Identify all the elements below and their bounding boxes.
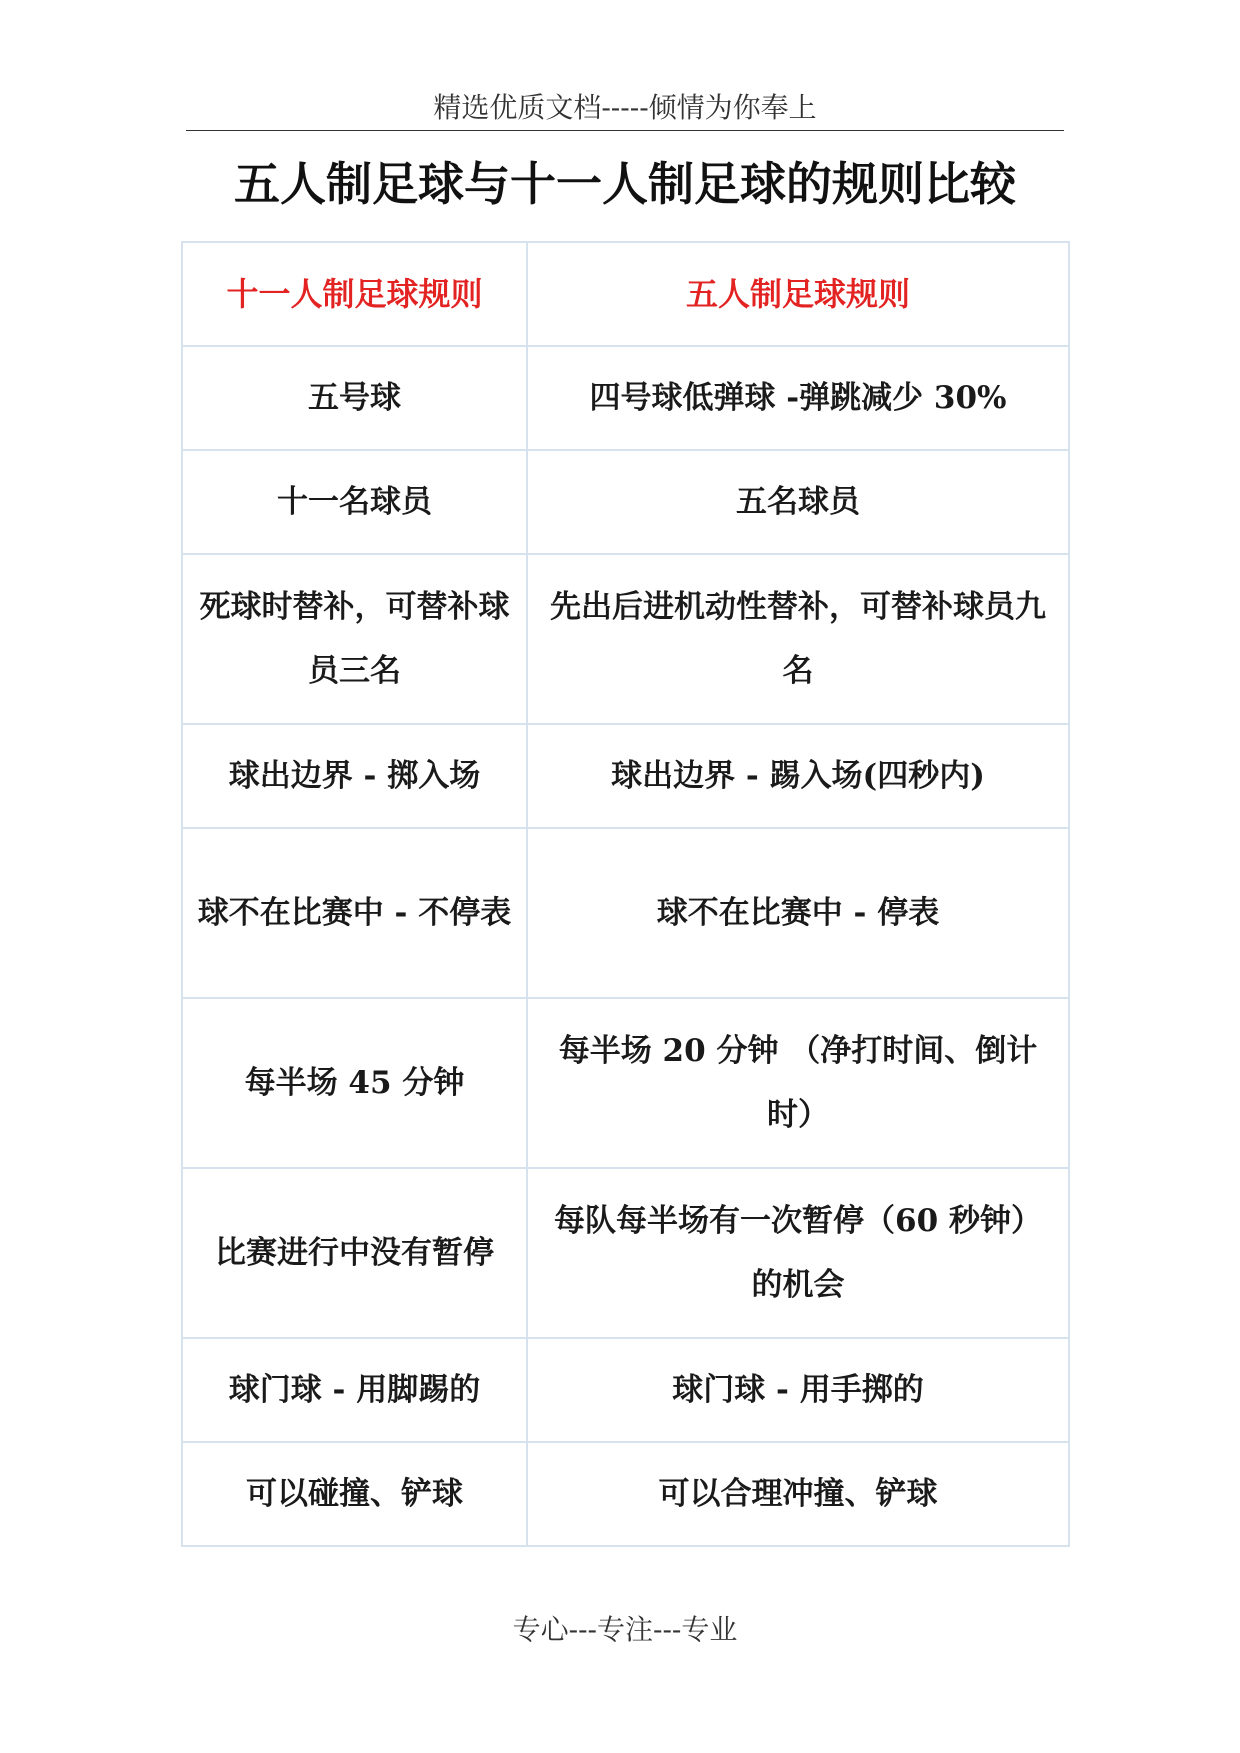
column-header-five: 五人制足球规则 [527, 242, 1069, 346]
table-row [182, 998, 1069, 1168]
cell-eleven: 可以碰撞、铲球 [182, 1442, 527, 1546]
column-header-eleven: 十一人制足球规则 [182, 242, 527, 346]
page-footer: 专心---专注---专业 [512, 1613, 738, 1646]
cell-eleven: 十一名球员 [182, 450, 527, 554]
table-row [182, 1442, 1069, 1546]
cell-five: 每半场 20 分钟 （净打时间、倒计时） [527, 998, 1069, 1168]
cell-five: 四号球低弹球 -弹跳减少 30% [527, 346, 1069, 450]
table-row [182, 828, 1069, 998]
cell-eleven: 每半场 45 分钟 [182, 998, 527, 1168]
cell-five: 先出后进机动性替补，可替补球员九名 [527, 554, 1069, 724]
table-row [182, 1338, 1069, 1442]
cell-five: 每队每半场有一次暂停（60 秒钟）的机会 [527, 1168, 1069, 1338]
table-row [182, 554, 1069, 724]
table-row [182, 1168, 1069, 1338]
cell-eleven: 球出边界 - 掷入场 [182, 724, 527, 828]
cell-five: 可以合理冲撞、铲球 [527, 1442, 1069, 1546]
cell-eleven: 死球时替补，可替补球员三名 [182, 554, 527, 724]
cell-eleven: 球不在比赛中 - 不停表 [182, 828, 527, 998]
cell-eleven: 球门球 - 用脚踢的 [182, 1338, 527, 1442]
cell-five: 五名球员 [527, 450, 1069, 554]
table-row [182, 346, 1069, 450]
rules-comparison-table [181, 241, 1070, 1547]
cell-five: 球不在比赛中 - 停表 [527, 828, 1069, 998]
cell-eleven: 五号球 [182, 346, 527, 450]
table-header-row [182, 242, 1069, 346]
page-title: 五人制足球与十一人制足球的规则比较 [234, 157, 1016, 211]
page-header: 精选优质文档-----倾情为你奉上 [186, 86, 1064, 131]
cell-five: 球出边界 - 踢入场(四秒内) [527, 724, 1069, 828]
table-row [182, 724, 1069, 828]
cell-five: 球门球 - 用手掷的 [527, 1338, 1069, 1442]
table-row [182, 450, 1069, 554]
cell-eleven: 比赛进行中没有暂停 [182, 1168, 527, 1338]
